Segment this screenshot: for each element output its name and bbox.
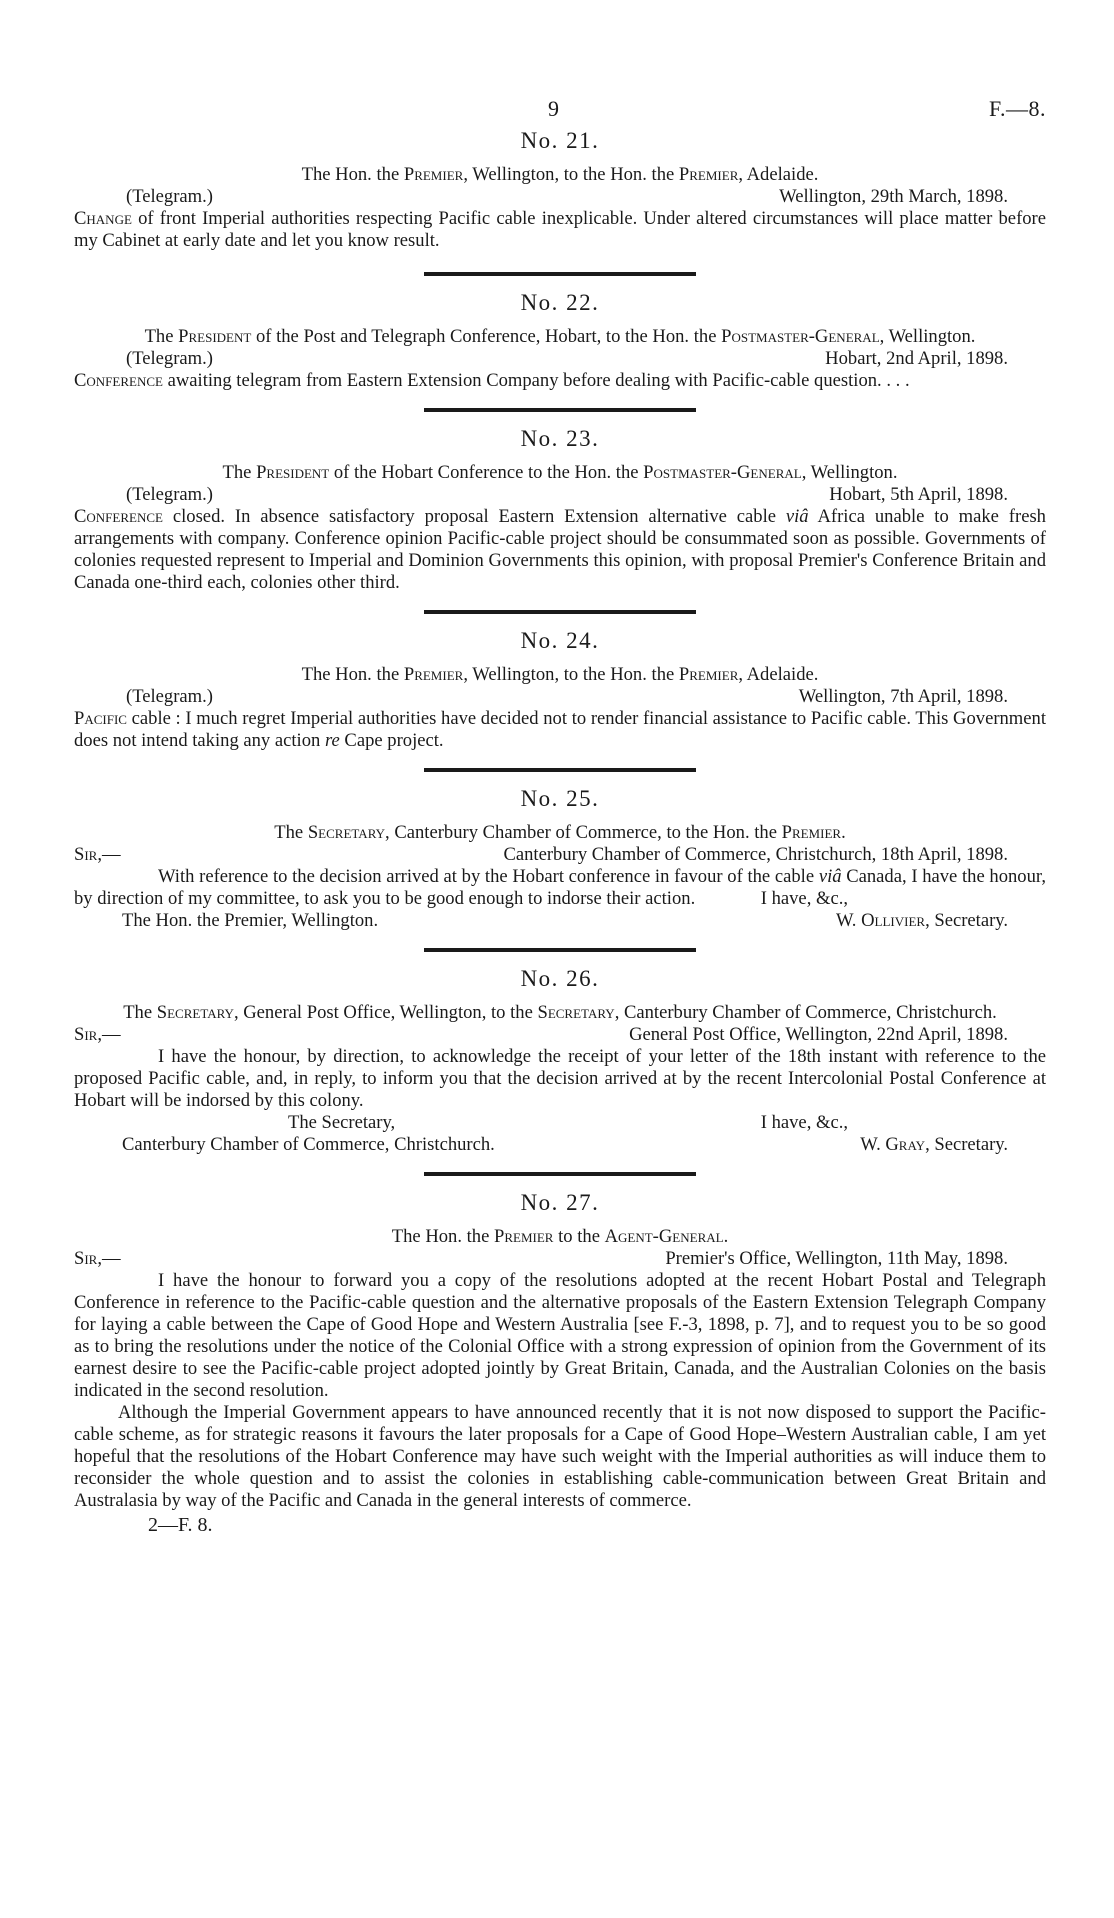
telegram-meta: (Telegram.) Hobart, 5th April, 1898. <box>126 484 1008 505</box>
section-heading: No. 24. <box>520 628 600 653</box>
section-no-21 <box>74 128 1046 252</box>
letter-meta: Sir,— General Post Office, Wellington, 22nd April, 1898. <box>74 1024 1008 1045</box>
document-code: F.—8. <box>989 96 1046 121</box>
section-heading: No. 22. <box>520 290 600 315</box>
letter-signature: The Hon. the Premier, Wellington. W. Ollivier, Secretary. <box>122 910 1008 931</box>
section-heading: No. 27. <box>520 1190 600 1215</box>
page-number: 9 <box>548 96 559 121</box>
section-body: Conference awaiting telegram from Eastern Extension Company before dealing with Pacific-cable question. . . . <box>74 370 910 391</box>
section-body: Pacific cable : I much regret Imperial authorities have decided not to render financial assistance to Pacific cable. This Government does not intend taking any action re Cape project. <box>74 708 1046 751</box>
section-divider <box>424 272 696 276</box>
telegram-meta: (Telegram.) Wellington, 7th April, 1898. <box>126 686 1008 707</box>
section-title: The Hon. the Premier, Wellington, to the Hon. the Premier, Adelaide. <box>301 164 819 185</box>
section-heading: No. 26. <box>520 966 600 991</box>
section-heading: No. 23. <box>520 426 600 451</box>
telegram-meta: (Telegram.) Wellington, 29th March, 1898. <box>126 186 1008 207</box>
letter-meta: Sir,— Canterbury Chamber of Commerce, Christchurch, 18th April, 1898. <box>74 844 1008 865</box>
section-divider <box>424 1172 696 1176</box>
section-body: Change of front Imperial authorities respecting Pacific cable inexplicable. Under altered circumstances will place matter before my Cabinet at early date and let you know result. <box>74 208 1046 251</box>
section-no-25 <box>74 786 1046 932</box>
section-title: The President of the Hobart Conference to the Hon. the Postmaster-General, Wellington. <box>222 462 898 483</box>
section-no-22 <box>74 290 1046 392</box>
letter-paragraph: I have the honour to forward you a copy of the resolutions adopted at the recent Hobart Postal and Telegraph Conference in reference to the Pacific-cable question and the alternative proposals of the Eastern Extension Telegraph Company for laying a cable between the Cape of Good Hope and Western Australia [see F.-3, 1898, p. 7], and to request you to be so good as to bring the resolutions under the notice of the Colonial Office with a strong expression of opinion from the Government of its earnest desire to see the Pacific-cable project adopted jointly by Great Britain, Canada, and the Australian Colonies on the basis indicated in the second resolution. <box>74 1270 1046 1401</box>
section-no-26 <box>74 966 1046 1156</box>
section-divider <box>424 768 696 772</box>
letter-paragraph: With reference to the decision arrived at by the Hobart conference in favour of the cable viâ Canada, I have the honour, by direction of my committee, to ask you to be good enough to indorse their action. <box>74 866 1046 909</box>
telegram-meta: (Telegram.) Hobart, 2nd April, 1898. <box>126 348 1008 369</box>
section-title: The President of the Post and Telegraph Conference, Hobart, to the Hon. the Postmaster-General, Wellington. <box>144 326 976 347</box>
section-title: The Secretary, Canterbury Chamber of Commerce, to the Hon. the Premier. <box>274 822 846 843</box>
letter-signature: Canterbury Chamber of Commerce, Christchurch. W. Gray, Secretary. <box>122 1134 1008 1155</box>
section-no-24 <box>74 628 1046 752</box>
section-divider <box>424 408 696 412</box>
section-title: The Hon. the Premier, Wellington, to the Hon. the Premier, Adelaide. <box>301 664 819 685</box>
section-body: Conference closed. In absence satisfactory proposal Eastern Extension alternative cable viâ Africa unable to make fresh arrangements with company. Conference opinion Pacific-cable project should be consummated soon as possible. Governments of colonies requested represent to Imperial and Dominion Governments this opinion, with proposal Premier's Conference Britain and Canada one-third each, colonies other third. <box>74 506 1046 593</box>
section-no-27 <box>74 1190 1046 1512</box>
letter-closing: I have, &c., <box>760 888 848 909</box>
section-divider <box>424 948 696 952</box>
section-heading: No. 25. <box>520 786 600 811</box>
letter-paragraph: I have the honour, by direction, to acknowledge the receipt of your letter of the 18th instant with reference to the proposed Pacific cable, and, in reply, to inform you that the decision arrived at by the recent Intercolonial Postal Conference at Hobart will be indorsed by this colony. <box>74 1046 1046 1111</box>
section-heading: No. 21. <box>520 128 600 153</box>
signature-mark: 2—F. 8. <box>148 1514 213 1536</box>
section-title: The Secretary, General Post Office, Wellington, to the Secretary, Canterbury Chamber of Commerce, Christchurch. <box>123 1002 997 1023</box>
letter-closing: The Secretary, I have, &c., <box>288 1112 848 1133</box>
section-no-23 <box>74 426 1046 594</box>
letter-meta: Sir,— Premier's Office, Wellington, 11th May, 1898. <box>74 1248 1008 1269</box>
section-title: The Hon. the Premier to the Agent-General. <box>391 1226 729 1247</box>
letter-paragraph: Although the Imperial Government appears to have announced recently that it is not now disposed to support the Pacific-cable scheme, as for strategic reasons it favours the later proposals for a Cape of Good Hope–Western Australian cable, I am yet hopeful that the resolutions of the Hobart Conference may have such weight with the Imperial authorities as will induce them to reconsider the whole question and to assist the colonies in establishing cable-communication between Great Britain and Australasia by way of the Pacific and Canada in the general interests of commerce. <box>74 1402 1046 1511</box>
section-divider <box>424 610 696 614</box>
